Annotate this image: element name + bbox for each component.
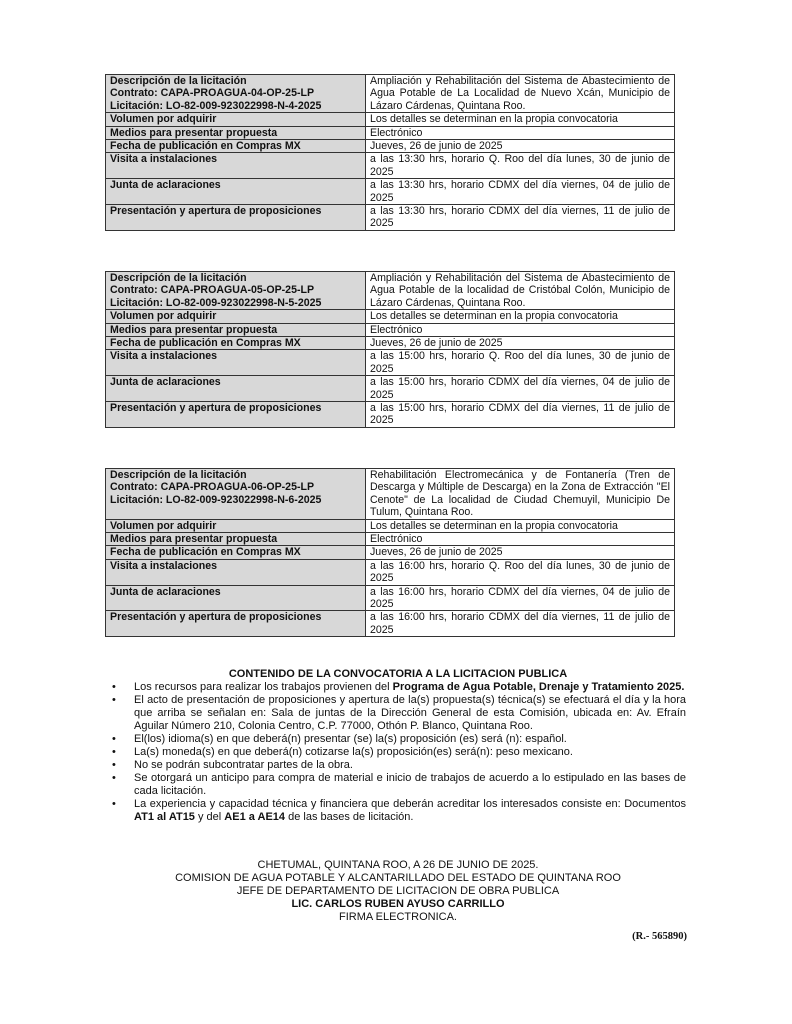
row-label: Fecha de publicación en Compras MX [106, 140, 366, 153]
table-row [106, 310, 675, 323]
table-row [106, 205, 675, 231]
row-label: Volumen por adquirir [106, 113, 366, 126]
row-value: Jueves, 26 de junio de 2025 [366, 546, 675, 559]
row-label: Visita a instalaciones [106, 559, 366, 585]
table-row [106, 585, 675, 611]
table-row [106, 559, 675, 585]
convocatoria-contents [110, 668, 686, 824]
tender-table-2 [105, 271, 675, 428]
table-row [106, 533, 675, 546]
row-value: a las 13:30 hrs, horario Q. Roo del día lunes, 30 de junio de 2025 [366, 153, 675, 179]
table-row [106, 272, 675, 310]
item-text: y del [194, 811, 225, 823]
tender-header-cell [106, 272, 366, 310]
tender-number: Licitación: LO-82-009-923022998-N-5-2025 [110, 296, 322, 309]
row-label: Medios para presentar propuesta [106, 126, 366, 139]
table-row [106, 337, 675, 350]
place-date: CHETUMAL, QUINTANA ROO, A 26 DE JUNIO DE 2025. [257, 859, 539, 871]
table-row [106, 140, 675, 153]
desc-label: Descripción de la licitación [110, 75, 247, 87]
tender-header-cell [106, 75, 366, 113]
row-value: a las 16:00 hrs, horario Q. Roo del día lunes, 30 de junio de 2025 [366, 559, 675, 585]
row-label: Junta de aclaraciones [106, 179, 366, 205]
contract-number: Contrato: CAPA-PROAGUA-06-OP-25-LP [110, 481, 315, 494]
item-text: de las bases de licitación. [285, 811, 414, 823]
organization: COMISION DE AGUA POTABLE Y ALCANTARILLADO DEL ESTADO DE QUINTANA ROO [175, 872, 621, 884]
tender-description: Ampliación y Rehabilitación del Sistema de Abastecimiento de Agua Potable de la localidad de Cristóbal Colón, Municipio de Lázaro Cárdenas, Quintana Roo. [366, 272, 675, 310]
signature-type: FIRMA ELECTRONICA. [339, 911, 457, 923]
row-label: Visita a instalaciones [106, 153, 366, 179]
table-row [106, 75, 675, 113]
desc-label: Descripción de la licitación [110, 272, 247, 284]
row-value: a las 13:30 hrs, horario CDMX del día viernes, 04 de julio de 2025 [366, 179, 675, 205]
row-value: Electrónico [366, 533, 675, 546]
row-label: Junta de aclaraciones [106, 376, 366, 402]
row-value: a las 13:30 hrs, horario CDMX del día viernes, 11 de julio de 2025 [366, 205, 675, 231]
row-label: Presentación y apertura de proposiciones [106, 205, 366, 231]
contract-number: Contrato: CAPA-PROAGUA-04-OP-25-LP [110, 87, 315, 100]
doc-range-ae: AE1 a AE14 [224, 811, 286, 823]
list-item: • No se podrán subcontratar partes de la obra. [134, 759, 686, 772]
publication-reference: (R.- 565890) [632, 931, 687, 942]
tender-description: Ampliación y Rehabilitación del Sistema de Abastecimiento de Agua Potable de La Localidad de Nuevo Xcán, Municipio de Lázaro Cárdenas, Quintana Roo. [366, 75, 675, 113]
table-row [106, 402, 675, 428]
table-row [106, 179, 675, 205]
list-item [134, 798, 686, 824]
tender-number: Licitación: LO-82-009-923022998-N-4-2025 [110, 99, 322, 112]
tender-description: Rehabilitación Electromecánica y de Fontanería (Tren de Descarga y Múltiple de Descarga) en la Zona de Extracción "El Cenote" de La localidad de Ciudad Chemuyil, Municipio De Tulum, Quintana Roo. [366, 469, 675, 520]
item-text: La experiencia y capacidad técnica y financiera que deberán acreditar los interesados consiste en: Documentos [134, 798, 686, 810]
contract-number: Contrato: CAPA-PROAGUA-05-OP-25-LP [110, 284, 315, 297]
desc-label: Descripción de la licitación [110, 469, 247, 481]
program-name: Programa de Agua Potable, Drenaje y Tratamiento 2025. [392, 681, 685, 693]
list-item [134, 681, 686, 694]
signer-name: LIC. CARLOS RUBEN AYUSO CARRILLO [291, 898, 505, 910]
row-label: Medios para presentar propuesta [106, 533, 366, 546]
list-item: • El(los) idioma(s) en que deberá(n) presentar (se) la(s) proposición (es) será (n): español. [134, 733, 686, 746]
table-row [106, 611, 675, 637]
row-label: Volumen por adquirir [106, 310, 366, 323]
row-label: Medios para presentar propuesta [106, 323, 366, 336]
row-value: a las 15:00 hrs, horario CDMX del día viernes, 11 de julio de 2025 [366, 402, 675, 428]
row-value: a las 15:00 hrs, horario CDMX del día viernes, 04 de julio de 2025 [366, 376, 675, 402]
table-row [106, 546, 675, 559]
row-value: Los detalles se determinan en la propia convocatoria [366, 519, 675, 532]
row-label: Junta de aclaraciones [106, 585, 366, 611]
row-value: Los detalles se determinan en la propia convocatoria [366, 113, 675, 126]
row-label: Presentación y apertura de proposiciones [106, 611, 366, 637]
table-row [106, 519, 675, 532]
tender-table-1 [105, 74, 675, 231]
tender-number: Licitación: LO-82-009-923022998-N-6-2025 [110, 493, 322, 506]
contents-heading: CONTENIDO DE LA CONVOCATORIA A LA LICITACION PUBLICA [228, 668, 568, 680]
row-value: a las 16:00 hrs, horario CDMX del día viernes, 11 de julio de 2025 [366, 611, 675, 637]
tender-table-3 [105, 468, 675, 637]
list-item: • Se otorgará un anticipo para compra de material e inicio de trabajos de acuerdo a lo estipulado en las bases de cada licitación. [134, 772, 686, 798]
row-label: Visita a instalaciones [106, 350, 366, 376]
table-row [106, 153, 675, 179]
list-item: • El acto de presentación de proposiciones y apertura de la(s) propuesta(s) técnica(s) se efectuará el día y la hora que arriba se señalan en: Sala de juntas de la Dirección General de esta Comisión, ubicada en: Av. Efraín Aguilar Número 210, Colonia Centro, C.P. 77000, Othón P. Blanco, Quintana Roo. [134, 694, 686, 733]
row-value: Jueves, 26 de junio de 2025 [366, 140, 675, 153]
table-row [106, 376, 675, 402]
table-row [106, 469, 675, 520]
row-label: Presentación y apertura de proposiciones [106, 402, 366, 428]
item-text: Los recursos para realizar los trabajos provienen del [134, 681, 393, 693]
list-item: • La(s) moneda(s) en que deberá(n) cotizarse la(s) proposición(es) será(n): peso mexicano. [134, 746, 686, 759]
signature-block [110, 859, 686, 924]
table-row [106, 113, 675, 126]
row-label: Volumen por adquirir [106, 519, 366, 532]
table-row [106, 323, 675, 336]
row-value: a las 15:00 hrs, horario Q. Roo del día lunes, 30 de junio de 2025 [366, 350, 675, 376]
signer-title: JEFE DE DEPARTAMENTO DE LICITACION DE OBRA PUBLICA [236, 885, 560, 897]
table-row [106, 350, 675, 376]
doc-range-at: AT1 al AT15 [134, 811, 195, 823]
row-value: Electrónico [366, 126, 675, 139]
row-value: Los detalles se determinan en la propia convocatoria [366, 310, 675, 323]
tender-header-cell [106, 469, 366, 520]
row-value: a las 16:00 hrs, horario CDMX del día viernes, 04 de julio de 2025 [366, 585, 675, 611]
row-label: Fecha de publicación en Compras MX [106, 546, 366, 559]
row-value: Jueves, 26 de junio de 2025 [366, 337, 675, 350]
row-label: Fecha de publicación en Compras MX [106, 337, 366, 350]
table-row [106, 126, 675, 139]
row-value: Electrónico [366, 323, 675, 336]
contents-list [110, 681, 686, 824]
